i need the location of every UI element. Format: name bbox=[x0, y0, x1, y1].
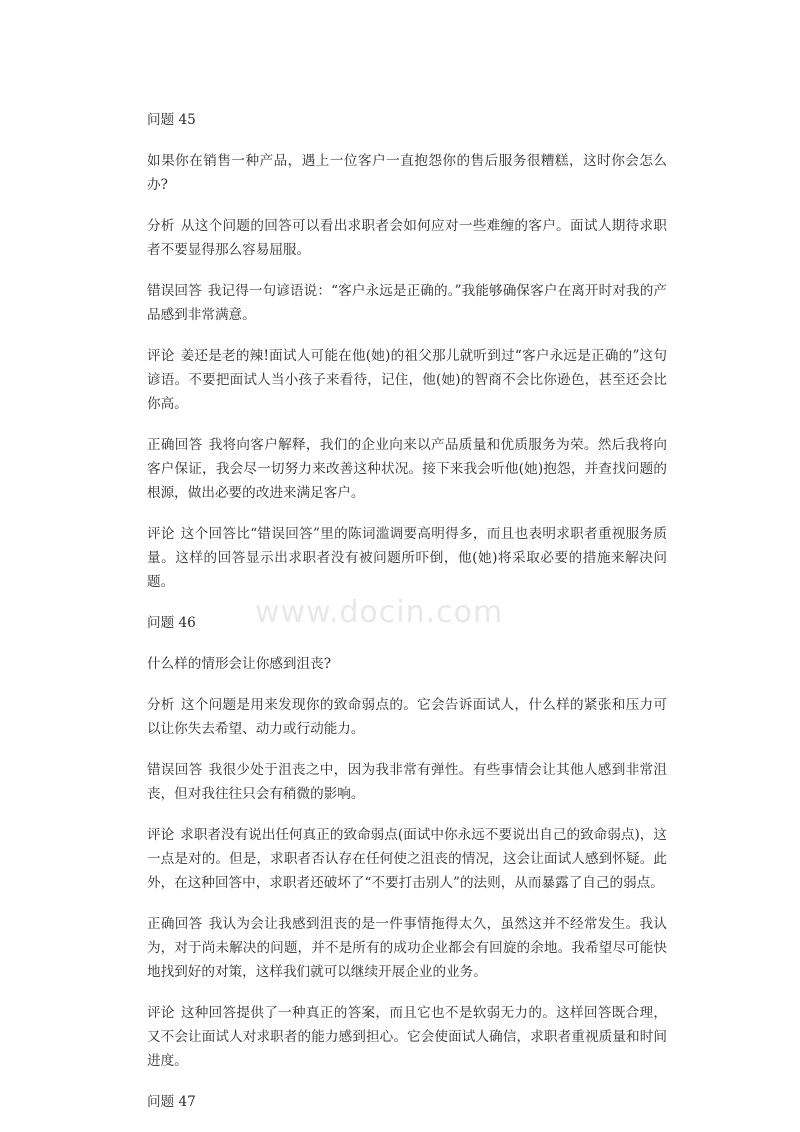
comment-text: 求职者没有说出任何真正的致命弱点(面试中你永远不要说出自己的致命弱点)，这一点是对的。但是，求职者否认存在任何使之沮丧的情况，这会让面试人感到怀疑。此外，在这种回答中，求职者还破坏了“不要打击别人”的法则，从而暴露了自己的弱点。 bbox=[147, 827, 668, 891]
question-45-text: 如果你在销售一种产品，遇上一位客户一直抱怨你的售后服务很糟糕，这时你会怎么办? bbox=[147, 153, 667, 193]
right-answer-text: 我认为会让我感到沮丧的是一件事情拖得太久，虽然这并不经常发生。我认为，对于尚未解决的问题，并不是所有的成功企业都会有回旋的余地。我希望尽可能快地找到好的对策，这样我们就可以继续开展企业的业务。 bbox=[147, 916, 668, 980]
question-45-comment-1 bbox=[147, 344, 667, 416]
analysis-text: 这个问题是用来发现你的致命弱点的。它会告诉面试人，什么样的紧张和压力可以让你失去希望、动力或行动能力。 bbox=[147, 697, 668, 737]
question-46-comment-1 bbox=[147, 823, 667, 895]
question-45-comment-2 bbox=[147, 522, 667, 594]
analysis-label: 分析 bbox=[147, 218, 175, 234]
question-45-analysis bbox=[147, 214, 667, 262]
question-46-comment-2 bbox=[147, 1001, 667, 1073]
wrong-answer-text: 我很少处于沮丧之中，因为我非常有弹性。有些事情会让其他人感到非常沮丧，但对我往往只会有稍微的影响。 bbox=[147, 762, 668, 802]
question-45-right-answer bbox=[147, 433, 667, 505]
comment-label: 评论 bbox=[147, 827, 175, 843]
comment-label: 评论 bbox=[147, 526, 175, 542]
comment-text: 这个回答比“错误回答”里的陈词滥调要高明得多，而且也表明求职者重视服务质量。这样的回答显示出求职者没有被问题所吓倒，他(她)将采取必要的措施来解决问题。 bbox=[147, 526, 668, 590]
question-46-text: 什么样的情形会让你感到沮丧? bbox=[147, 656, 332, 672]
comment-text: 这种回答提供了一种真正的答案，而且它也不是软弱无力的。这样回答既合理，又不会让面试人对求职者的能力感到担心。它会使面试人确信，求职者重视质量和时间进度。 bbox=[147, 1005, 668, 1069]
comment-text: 姜还是老的辣!面试人可能在他(她)的祖父那儿就听到过“客户永远是正确的”这句谚语。不要把面试人当小孩子来看待，记住，他(她)的智商不会比你逊色，甚至还会比你高。 bbox=[147, 348, 668, 412]
analysis-text: 从这个问题的回答可以看出求职者会如何应对一些难缠的客户。面试人期待求职者不要显得那么容易屈服。 bbox=[147, 218, 668, 258]
question-45-heading: 问题 45 bbox=[147, 112, 196, 128]
watermark: www.docin.com bbox=[255, 595, 504, 630]
wrong-answer-label: 错误回答 bbox=[147, 762, 203, 778]
right-answer-label: 正确回答 bbox=[147, 437, 203, 453]
question-47-heading: 问题 47 bbox=[147, 1094, 196, 1110]
document-body bbox=[147, 108, 667, 1131]
analysis-label: 分析 bbox=[147, 697, 175, 713]
right-answer-text: 我将向客户解释，我们的企业向来以产品质量和优质服务为荣。然后我将向客户保证，我会尽一切努力来改善这种状况。接下来我会听他(她)抱怨，并查找问题的根源，做出必要的改进来满足客户。 bbox=[147, 437, 668, 501]
question-46-analysis bbox=[147, 693, 667, 741]
question-46-heading: 问题 46 bbox=[147, 615, 196, 631]
right-answer-label: 正确回答 bbox=[147, 916, 203, 932]
wrong-answer-text: 我记得一句谚语说：“客户永远是正确的。”我能够确保客户在离开时对我的产品感到非常满意。 bbox=[147, 283, 667, 323]
question-46-right-answer bbox=[147, 912, 667, 984]
comment-label: 评论 bbox=[147, 1005, 175, 1021]
comment-label: 评论 bbox=[147, 348, 175, 364]
question-45-wrong-answer bbox=[147, 279, 667, 327]
wrong-answer-label: 错误回答 bbox=[147, 283, 202, 299]
question-46-wrong-answer bbox=[147, 758, 667, 806]
